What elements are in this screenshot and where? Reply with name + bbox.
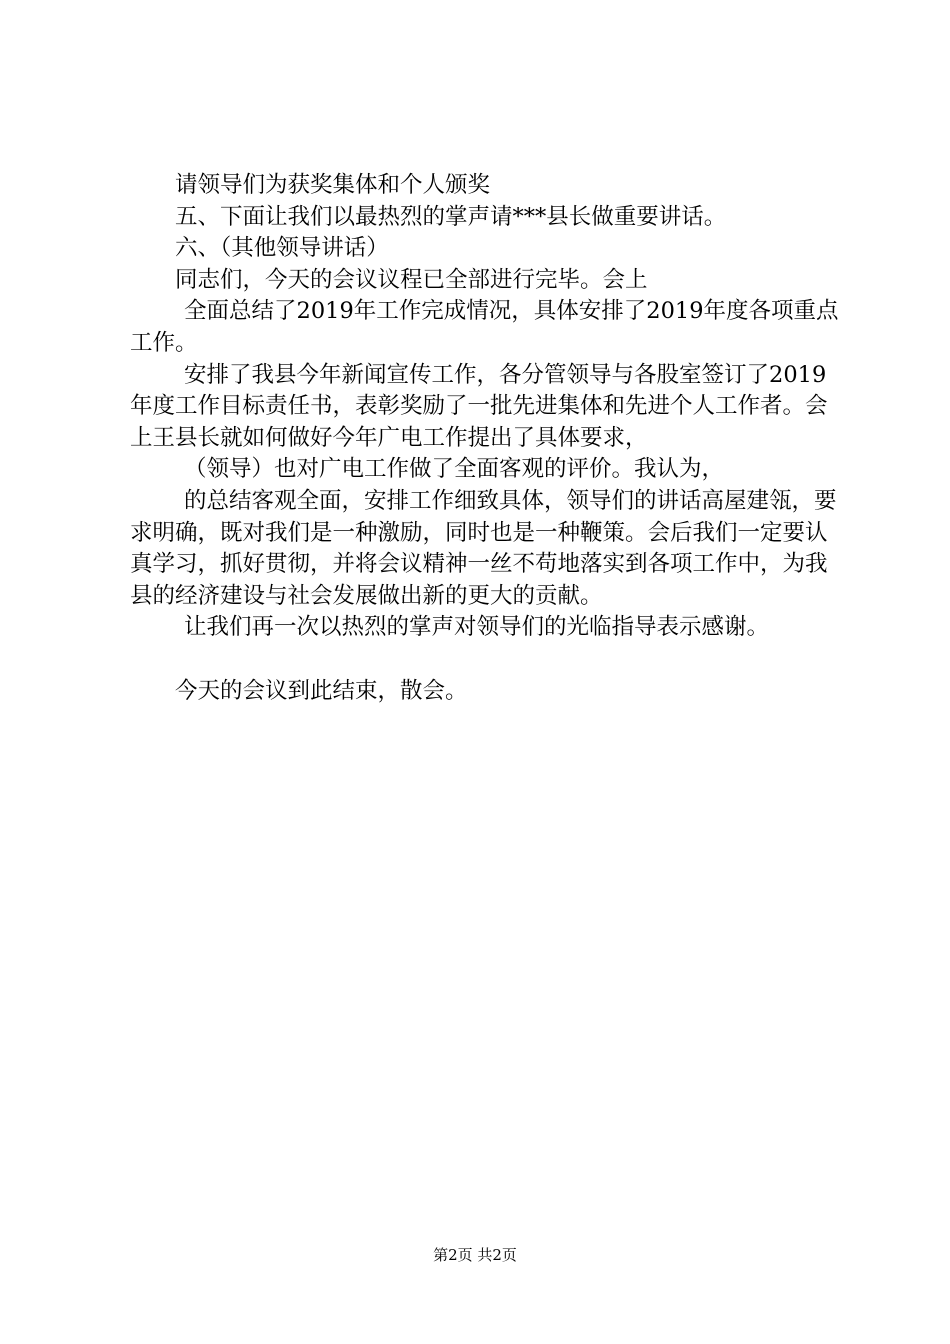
page-number-footer: 第2页 共2页 <box>433 1246 517 1264</box>
paragraph-assessment: 的总结客观全面，安排工作细致具体，领导们的讲话高屋建瓴，要求明确，既对我们是一种激励，同时也是一种鞭策。会后我们一定要认真学习，抓好贯彻，并将会议精神一丝不苟地落实到各项工作中，为我县的经济建设与社会发展做出新的更大的贡献。 <box>130 487 837 609</box>
paragraph-leader-evaluation: （领导）也对广电工作做了全面客观的评价。我认为， <box>184 456 725 483</box>
paragraph-closing-intro: 同志们，今天的会议议程已全部进行完毕。会上 <box>175 266 648 293</box>
paragraph-arrangement: 安排了我县今年新闻宣传工作，各分管领导与各股室签订了2019年度工作目标责任书，表彰奖励了一批先进集体和先进个人工作者。会上王县长就如何做好今年广电工作提出了具体要求， <box>130 361 828 451</box>
paragraph-award: 请领导们为获奖集体和个人颁奖 <box>175 172 491 198</box>
paragraph-thanks: 让我们再一次以热烈的掌声对领导们的光临指导表示感谢。 <box>184 614 770 641</box>
paragraph-item-six: 六、（其他领导讲话） <box>175 235 389 262</box>
paragraph-summary: 全面总结了2019年工作完成情况，具体安排了2019年度各项重点工作。 <box>130 298 839 356</box>
paragraph-adjourn: 今天的会议到此结束，散会。 <box>175 677 468 704</box>
document-body <box>130 170 840 707</box>
paragraph-item-five: 五、下面让我们以最热烈的掌声请***县长做重要讲话。 <box>175 203 727 230</box>
